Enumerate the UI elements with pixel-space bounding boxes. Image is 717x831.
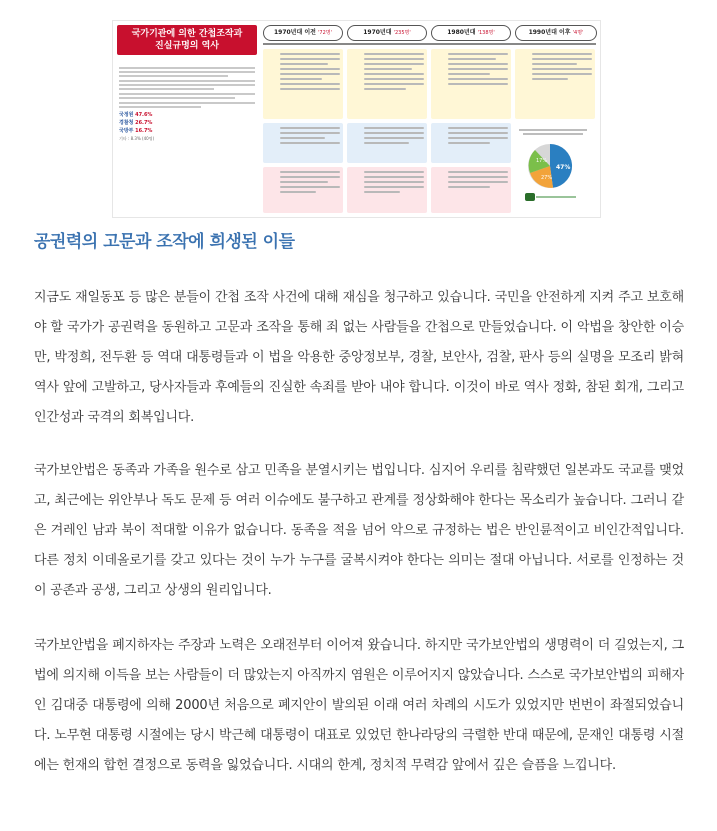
pie-label: 17% [536, 158, 548, 164]
infographic-image [112, 20, 601, 218]
era-header: 1970년대 '235명' [347, 25, 427, 41]
era-column [263, 49, 343, 213]
era-header: 1980년대 '138명' [431, 25, 511, 41]
pie-label: 47% [556, 164, 571, 171]
infographic-body-text [117, 59, 257, 108]
stat-value: 26.7% [135, 120, 153, 126]
infographic-intro [117, 25, 257, 213]
article-paragraph: 국가보안법은 동족과 가족을 원수로 삼고 민족을 분열시키는 법입니다. 심지어 우리를 침략했던 일본과도 국교를 맺었고, 최근에는 위안부나 독도 문제 등 여러 이슈에도 불구하고 관계를 정상화해야 한다는 목소리가 높습니다. 그러니 같은 겨레인 남과 북이 적대할 이유가 없습니다. 동족을 적을 넘어 악으로 규정하는 법은 반인륜적이고 비인간적입니다. 다른 정치 이데올로기를 갖고 있다는 것이 누가 누구를 굴복시켜야 한다는 의미는 절대 아닙니다. 서로를 인정하는 것이 공존과 공생, 그리고 상생의 원리입니다. [34, 463, 684, 598]
stat-value: 16.7% [135, 128, 153, 134]
stat-value: 47.6% [135, 112, 153, 118]
stat-agency: 국정원 [119, 112, 134, 118]
era-header: 1970년대 이전 '72명' [263, 25, 343, 41]
pie-label: 27% [541, 175, 553, 181]
section-heading: 공권력의 고문과 조작에 희생된 이들 [34, 232, 295, 252]
era-column [347, 49, 427, 213]
era-header: 1990년대 이후 '4명' [515, 25, 597, 41]
publisher-logo [525, 193, 576, 201]
agency-pie-chart [513, 127, 593, 213]
pie-caption-line [513, 129, 593, 135]
stat-agency: 경찰청 [119, 120, 134, 126]
timeline-divider [263, 43, 596, 45]
era-column [431, 49, 511, 213]
era-timeline [263, 25, 596, 213]
article-paragraph: 국가보안법을 폐지하자는 주장과 노력은 오래전부터 이어져 왔습니다. 하지만 국가보안법의 생명력이 더 길었는지, 그 법에 의지해 이득을 보는 사람들이 더 많았는지 아직까지 염원은 이루어지지 않았습니다. 스스로 국가보안법의 피해자인 김대중 대통령에 의해 2000년 처음으로 폐지안이 발의된 이래 여러 차례의 시도가 있었지만 번번이 좌절되었습니다. 노무현 대통령 시절에는 당시 박근혜 대통령이 대표로 있었던 한나라당의 극렬한 반대 때문에, 문재인 대통령 시절에는 헌재의 합헌 결정으로 동력을 잃었습니다. 시대의 한계, 정치적 무력감 앞에서 깊은 슬픔을 느낍니다. [34, 638, 684, 773]
stat-note: 기타 : 8.3% (40명) [119, 136, 155, 141]
infographic-agency-stats [117, 111, 257, 143]
stat-agency: 국방부 [119, 128, 134, 134]
pie-chart-svg [527, 143, 573, 189]
article-paragraph: 지금도 재일동포 등 많은 분들이 간첩 조작 사건에 대해 재심을 청구하고 있습니다. 국민을 안전하게 지켜 주고 보호해야 할 국가가 공권력을 동원하고 고문과 조작을 통해 죄 없는 사람들을 간첩으로 만들었습니다. 이 악법을 창안한 이승만, 박정희, 전두환 등 역대 대통령들과 이 법을 악용한 중앙정보부, 경찰, 보안사, 검찰, 판사 등의 실명을 모조리 밝혀 역사 앞에 고발하고, 당사자들과 후예들의 진실한 속죄를 받아 내야 합니다. 이것이 바로 역사 정화, 참된 회개, 그리고 인간성과 국격의 회복입니다. [34, 290, 684, 425]
infographic-title: 국가기관에 의한 간첩조작과 진실규명의 역사 [117, 25, 257, 55]
